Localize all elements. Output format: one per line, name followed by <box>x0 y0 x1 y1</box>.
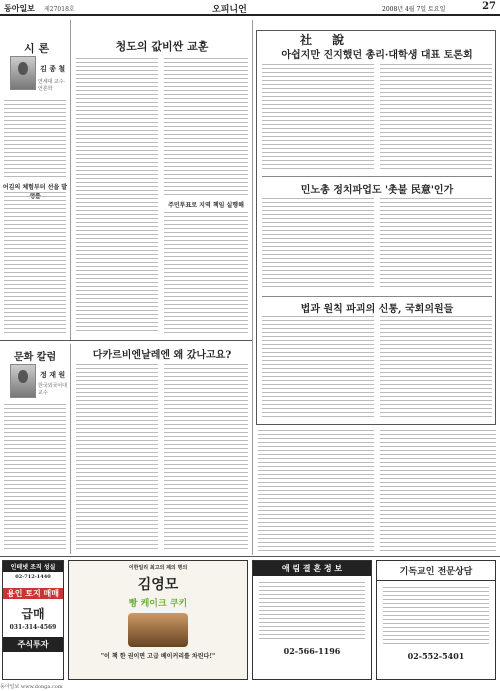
left-ad-4: 주식투자 <box>3 637 63 652</box>
center-ad-title: 애 림 결 혼 정 보 <box>253 561 371 576</box>
right-ad-body <box>383 587 489 647</box>
editorial-1-col-1 <box>262 64 374 172</box>
ad-divider <box>0 556 500 557</box>
book-ad-subtitle: 이한일리 최고의 제의 명의 <box>128 565 188 571</box>
book-ad-title: 빵 케이크 쿠키 <box>128 599 188 609</box>
editorial-headline-2: 민노총 정치파업도 '촛불 民意'인가 <box>300 185 454 196</box>
editorial-headline-1: 아쉽지만 진지했던 총리·대학생 대표 토론회 <box>281 50 473 61</box>
editorial-divider <box>262 176 492 177</box>
author-photo <box>10 56 36 90</box>
column-rule <box>252 20 253 555</box>
right-body-col-1 <box>258 430 374 554</box>
siron-body-text-2 <box>4 192 66 337</box>
editorial-3-col-2 <box>380 316 492 422</box>
siron-article-col-1 <box>76 58 158 336</box>
left-ad-phone: 02-712-1440 <box>15 574 51 580</box>
siron-column-title: 시 론 <box>24 42 50 55</box>
siron-author-title: 연세대 교수·언론학 <box>38 79 66 92</box>
left-ad-title: 인테넷 조직 성실 <box>3 561 63 572</box>
issue-date: 2008년 4월 7일 토요일 <box>382 6 446 13</box>
siron-headline: 청도의 값비싼 교훈 <box>115 40 209 53</box>
editorial-divider-2 <box>262 296 492 297</box>
column-rule <box>70 20 71 340</box>
culture-headline: 다카르비엔날레엔 왜 갔나고요? <box>92 350 232 361</box>
section-title: 오피니언 <box>212 5 247 15</box>
book-ad-author: 김영모 <box>137 577 179 593</box>
editorial-2-col-2 <box>380 198 492 292</box>
siron-subheading: 어김의 체험부터 선을 발 <box>2 184 68 191</box>
editorial-1-col-2 <box>380 64 492 172</box>
counseling-ad <box>376 560 496 680</box>
page-number: 27 <box>482 1 496 12</box>
siron-article-col-2 <box>164 58 248 198</box>
page-header <box>0 0 500 16</box>
book-cover-image <box>128 613 188 647</box>
culture-author-title: 한국외국어대 교수 <box>38 383 67 396</box>
column-rule <box>70 344 71 554</box>
issue-number: 제27018호 <box>44 6 75 13</box>
book-ad-quote: "이 책 한 권이면 고급 베이커리를 차린다!" <box>100 653 216 660</box>
section-divider <box>0 340 252 341</box>
siron-body-text <box>4 100 66 180</box>
culture-author-name: 정 재 원 <box>40 370 66 379</box>
center-ad-phone: 02-566-1196 <box>283 646 341 656</box>
culture-body-text <box>4 404 66 552</box>
culture-article-col-2 <box>164 364 248 552</box>
page-footer: 동아일보 www.donga.com <box>0 684 63 690</box>
editorial-2-col-1 <box>262 198 374 292</box>
left-ad-phone-2: 031-314-4569 <box>9 624 57 631</box>
siron-article-col-3 <box>164 212 248 336</box>
right-ad-title: 기독교인 전문상담 <box>377 561 495 581</box>
right-body-col-2 <box>380 430 496 554</box>
siron-article-subhead: 주민투표로 지역 책임 실행해 <box>168 202 244 209</box>
right-ad-phone: 02-552-5401 <box>407 651 465 661</box>
culture-author-photo <box>10 364 36 398</box>
book-ad <box>68 560 248 680</box>
classified-ad-column <box>2 560 64 680</box>
editorial-headline-3: 법과 원칙 파괴의 신통, 국회의원들 <box>300 304 454 315</box>
center-ad-body <box>259 582 365 642</box>
editorial-label: 社 說 <box>300 33 353 47</box>
left-ad-3: 급매 <box>21 607 45 621</box>
siron-author-name: 김 종 철 <box>40 64 66 73</box>
matchmaking-ad <box>252 560 372 680</box>
culture-column-title: 문화 칼럼 <box>14 352 57 363</box>
editorial-3-col-1 <box>262 316 374 422</box>
left-ad-2: 용인 토지 매매 <box>3 588 63 599</box>
culture-article-col-1 <box>76 364 158 552</box>
newspaper-name: 동아일보 <box>4 3 35 13</box>
